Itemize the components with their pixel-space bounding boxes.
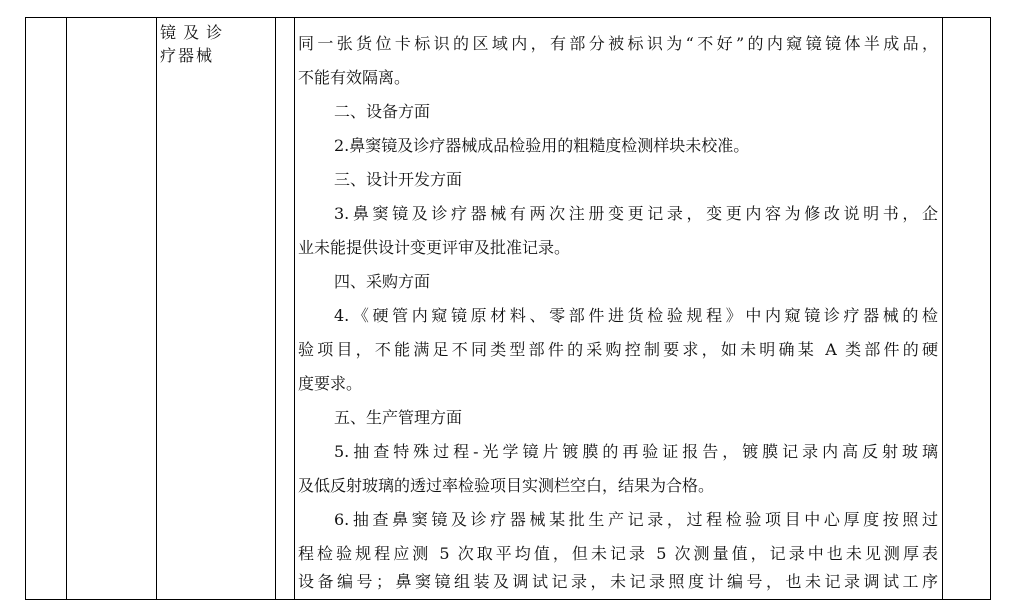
category-line-1: 镜 及 诊 [160, 23, 224, 42]
table-column-divider-5 [942, 17, 943, 600]
section-heading-purchasing: 四、采购方面 [334, 272, 431, 291]
table-column-divider-2 [156, 17, 157, 600]
content-line-item-6-cont-2: 设备编号；鼻窦镜组装及调试记录，未记录照度计编号，也未记录调试工序 [298, 572, 938, 591]
content-line-item-2: 2.鼻窦镜及诊疗器械成品检验用的粗糙度检测样块未校准。 [334, 136, 750, 155]
table-border-top [25, 17, 991, 18]
content-line-item-6: 6.抽查鼻窦镜及诊疗器械某批生产记录，过程检验项目中心厚度按照过 [334, 510, 938, 529]
section-heading-production: 五、生产管理方面 [334, 408, 463, 427]
content-line-2: 不能有效隔离。 [298, 68, 411, 87]
content-line-item-5-cont: 及低反射玻璃的透过率检验项目实测栏空白，结果为合格。 [298, 476, 715, 495]
table-column-divider-3 [275, 17, 276, 600]
content-line-item-4: 4.《硬管内窥镜原材料、零部件进货检验规程》中内窥镜诊疗器械的检 [334, 306, 938, 325]
table-border-right [990, 17, 991, 600]
table-column-divider-1 [66, 17, 67, 600]
content-line-item-3-cont: 业未能提供设计变更评审及批准记录。 [298, 238, 571, 257]
table-column-divider-4 [294, 17, 295, 600]
content-line-item-4-cont-1: 验项目，不能满足不同类型部件的采购控制要求，如未明确某 A 类部件的硬 [298, 340, 938, 359]
section-heading-equipment: 二、设备方面 [334, 102, 431, 121]
section-heading-design: 三、设计开发方面 [334, 170, 463, 189]
table-border-left [25, 17, 26, 600]
content-line-item-4-cont-2: 度要求。 [298, 374, 363, 393]
content-line-item-3: 3.鼻窦镜及诊疗器械有两次注册变更记录，变更内容为修改说明书，企 [334, 204, 938, 223]
content-line-1: 同一张货位卡标识的区域内，有部分被标识为“不好”的内窥镜镜体半成品， [298, 34, 938, 53]
content-line-item-6-cont-1: 程检验规程应测 5 次取平均值，但未记录 5 次测量值，记录中也未见测厚表 [298, 544, 938, 563]
content-line-item-5: 5.抽查特殊过程-光学镜片镀膜的再验证报告，镀膜记录内高反射玻璃 [334, 442, 938, 461]
category-line-2: 疗器械 [160, 46, 215, 65]
